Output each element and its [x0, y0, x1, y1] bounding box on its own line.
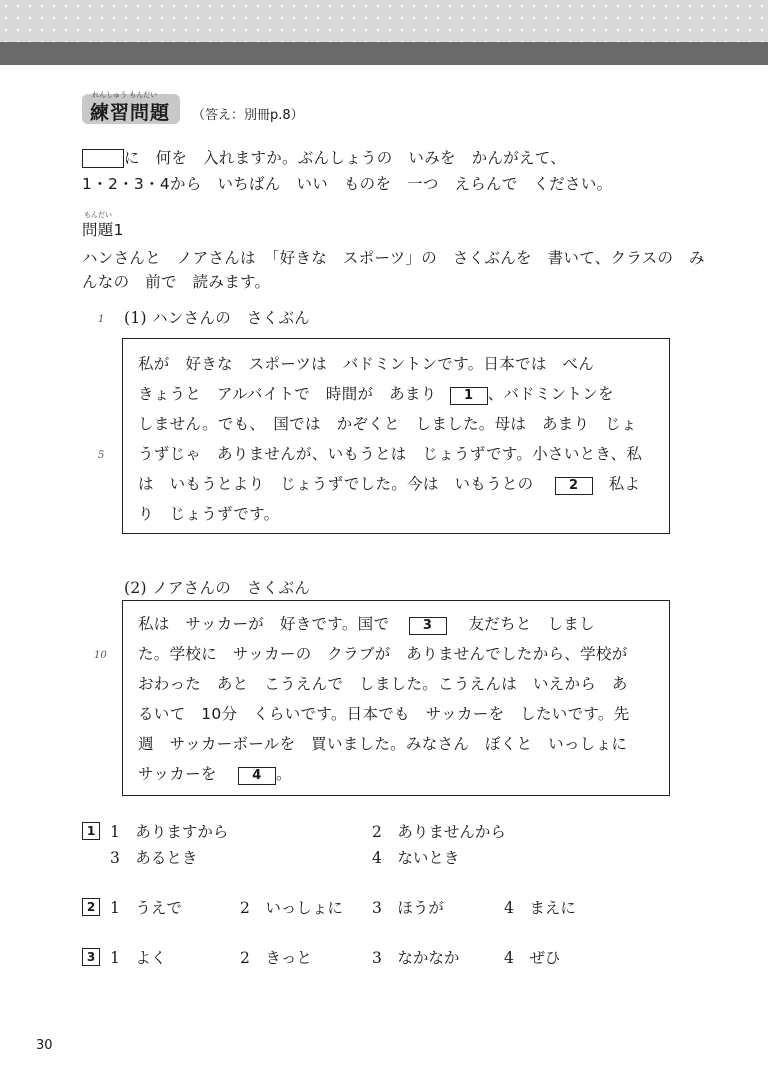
answer-note: （答え：別冊p.8） [192, 108, 304, 123]
essay2-title: (2) ノアさんの さくぶん [124, 579, 311, 597]
essay1-blank-1[interactable]: 1 [450, 387, 488, 405]
essay1-line-1: 私が 好きな スポーツは バドミントンです。日本では べん [138, 355, 595, 373]
q1-option-4[interactable]: 4 ないとき [372, 849, 460, 867]
q3-option-4[interactable]: 4 ぜひ [504, 949, 561, 967]
header-band [0, 42, 768, 65]
essay1-line-3: しません。でも、 国では かぞくと しました。母は あまり じょ [138, 415, 637, 433]
line-number-1: 1 [98, 314, 105, 325]
problem-heading-ruby: もんだい [84, 211, 112, 219]
q1-option-1[interactable]: 1 ありますから [110, 823, 229, 841]
q1-option-2[interactable]: 2 ありませんから [372, 823, 506, 841]
question-1-number: 1 [82, 820, 100, 840]
essay2-line-2: た。学校に サッカーの クラブが ありませんでしたから、学校が [138, 645, 628, 663]
instruction-line-1: に 何を 入れますか。ぶんしょうの いみを かんがえて、 [82, 146, 566, 168]
title-ruby: れんしゅう もんだい [92, 91, 158, 99]
essay1-line-4: うずじゃ ありませんが、いもうとは じょうずです。小さいとき、私 [138, 445, 643, 463]
q3-option-3[interactable]: 3 なかなか [372, 949, 460, 967]
essay2-line-4: るいて 10分 くらいです。日本でも サッカーを したいです。先 [138, 705, 630, 723]
question-3-number: 3 [82, 946, 100, 966]
q2-option-1[interactable]: 1 うえで [110, 899, 182, 917]
essay2-line-1: 私は サッカーが 好きです。国で 3 友だちと しまし [138, 615, 595, 633]
essay1-line-5: は いもうとより じょうずでした。今は いもうとの 2 私よ [138, 475, 641, 493]
essay1-line-2: きょうと アルバイトで 時間が あまり 1 、バドミントンを [138, 385, 614, 403]
essay2-line-3: おわった あと こうえんで しました。こうえんは いえから あ [138, 675, 628, 693]
essay2-line-5: 週 サッカーボールを 買いました。みなさん ぼくと いっしょに [138, 735, 628, 753]
essay1-line-6: り じょうずです。 [138, 505, 280, 523]
problem-intro-line-2: んなの 前で 読みます。 [82, 273, 271, 291]
q3-option-1[interactable]: 1 よく [110, 949, 167, 967]
q2-option-2[interactable]: 2 いっしょに [240, 899, 343, 917]
problem-heading: 問題1 [82, 221, 124, 239]
q1-option-3[interactable]: 3 あるとき [110, 849, 198, 867]
essay1-title: (1) ハンさんの さくぶん [124, 309, 311, 327]
question-2-number: 2 [82, 896, 100, 916]
q3-option-2[interactable]: 2 きっと [240, 949, 312, 967]
instruction-line-2: 1・2・3・4から いちばん いい ものを 一つ えらんで ください。 [82, 175, 613, 193]
essay2-line-6: サッカーを 4 。 [138, 765, 292, 783]
essay1-blank-2[interactable]: 2 [555, 477, 593, 495]
line-number-10: 10 [94, 650, 107, 661]
essay2-blank-3[interactable]: 3 [409, 617, 447, 635]
problem-intro-line-1: ハンさんと ノアさんは 「好きな スポーツ」の さくぶんを 書いて、クラスの み [82, 249, 705, 267]
instruction-blank-box [82, 149, 124, 168]
q2-option-4[interactable]: 4 まえに [504, 899, 576, 917]
essay2-blank-4[interactable]: 4 [238, 767, 276, 785]
header-dot-pattern [0, 0, 768, 42]
page-number: 30 [36, 1038, 53, 1053]
q2-option-3[interactable]: 3 ほうが [372, 899, 444, 917]
page-title: 練習問題 [90, 102, 171, 124]
line-number-5: 5 [98, 450, 105, 461]
